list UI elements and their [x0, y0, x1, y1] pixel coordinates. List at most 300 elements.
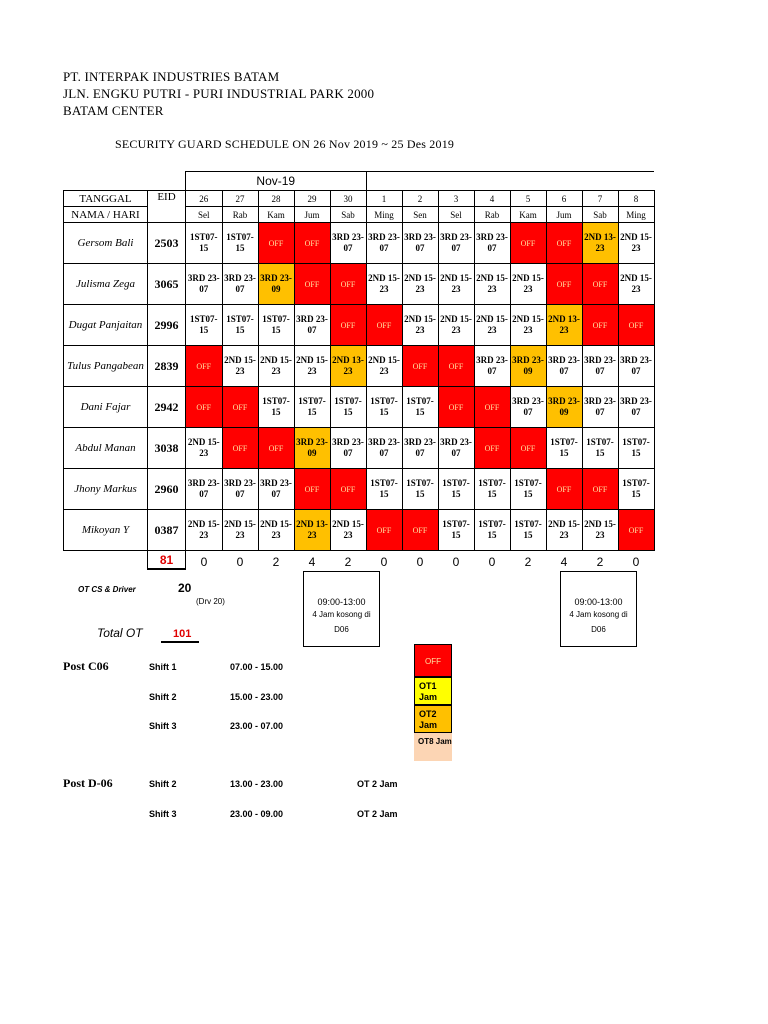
shift-cell: [546, 387, 582, 428]
guard-name: Jhony Markus: [64, 469, 148, 510]
shift-text: 3RD 23-07: [584, 355, 616, 376]
shift-text: OFF: [592, 320, 608, 330]
date-header: 28: [258, 191, 294, 207]
shift-cell: [222, 510, 258, 551]
shift-cell: [438, 223, 474, 264]
day-total: 0: [200, 555, 208, 569]
shift-cell: [510, 469, 546, 510]
note-box-left: [303, 571, 380, 647]
shift-text: 1ST07-15: [478, 478, 506, 499]
note-left-post: D06: [334, 625, 349, 634]
shift-cell: [582, 469, 618, 510]
shift-cell: [474, 510, 510, 551]
shift-cell: [258, 346, 294, 387]
shift-cell: [294, 428, 330, 469]
shift-cell: [258, 223, 294, 264]
date-header: 8: [618, 191, 654, 207]
day-header: Jum: [294, 207, 330, 223]
shift-cell: [546, 469, 582, 510]
shift-cell: [402, 428, 438, 469]
shift-text: 3RD 23-07: [368, 437, 400, 458]
shift-text: 2ND 15-23: [260, 355, 292, 376]
shift-cell: [582, 223, 618, 264]
company-city: BATAM CENTER: [63, 103, 164, 118]
shift-text: 1ST07-15: [370, 478, 398, 499]
shift-text: OFF: [484, 443, 500, 453]
shift-text: 1ST07-15: [442, 519, 470, 540]
shift-cell: [222, 223, 258, 264]
guard-eid: 2503: [148, 223, 186, 264]
total-ot-label: Total OT: [97, 626, 143, 640]
shift-cell: [510, 223, 546, 264]
date-header: 27: [222, 191, 258, 207]
day-header: Ming: [618, 207, 654, 223]
day-header: Kam: [258, 207, 294, 223]
day-total: 2: [524, 555, 532, 569]
schedule-title: SECURITY GUARD SCHEDULE ON 26 Nov 2019 ~ 25 Des 2019: [115, 137, 455, 151]
shift-text: 3RD 23-07: [332, 232, 364, 253]
day-total: 2: [272, 555, 280, 569]
d06-shift3-name: Shift 3: [149, 809, 177, 819]
shift-text: 2ND 15-23: [440, 314, 472, 335]
post-d06-label: Post D-06: [63, 776, 113, 790]
shift-text: 3RD 23-07: [368, 232, 400, 253]
shift-cell: [474, 387, 510, 428]
shift-cell: [330, 510, 366, 551]
table-row: [64, 264, 655, 305]
day-total: 0: [452, 555, 460, 569]
shift-text: 3RD 23-09: [548, 396, 580, 417]
shift-cell: [402, 469, 438, 510]
note-right-text: 4 Jam kosong di: [569, 610, 628, 619]
note-left-text: 4 Jam kosong di: [312, 610, 371, 619]
shift-cell: [474, 469, 510, 510]
shift-text: 2ND 15-23: [548, 519, 580, 540]
shift-text: 2ND 15-23: [404, 314, 436, 335]
shift-cell: [294, 510, 330, 551]
shift-text: 1ST07-15: [226, 232, 254, 253]
shift-cell: [510, 305, 546, 346]
shift-text: 3RD 23-07: [476, 232, 508, 253]
shift-text: 1ST07-15: [370, 396, 398, 417]
shift-cell: [366, 264, 402, 305]
shift-cell: [474, 223, 510, 264]
shift-text: OFF: [232, 402, 248, 412]
shift-cell: [186, 346, 223, 387]
shift-cell: [618, 428, 654, 469]
shift-cell: [618, 469, 654, 510]
shift-cell: [186, 428, 223, 469]
shift-cell: [438, 346, 474, 387]
shift-cell: [582, 510, 618, 551]
shift-text: 2ND 15-23: [332, 519, 364, 540]
shift-text: OFF: [340, 484, 356, 494]
shift-text: 2ND 15-23: [440, 273, 472, 294]
shift-text: OFF: [412, 525, 428, 535]
shift-cell: [366, 387, 402, 428]
nama-hari-header: NAMA / HARI: [64, 207, 148, 223]
date-header: 29: [294, 191, 330, 207]
shift-text: OFF: [196, 361, 212, 371]
day-total: 4: [560, 555, 568, 569]
shift-text: 2ND 15-23: [224, 519, 256, 540]
day-header: Sen: [402, 207, 438, 223]
shift-text: OFF: [628, 525, 644, 535]
shift-text: OFF: [304, 279, 320, 289]
shift-cell: [618, 264, 654, 305]
shift-cell: [510, 387, 546, 428]
shift-cell: [366, 346, 402, 387]
shift-text: OFF: [556, 484, 572, 494]
shift-text: 2ND 15-23: [584, 519, 616, 540]
shift-cell: [330, 428, 366, 469]
guard-name: Gersom Bali: [64, 223, 148, 264]
shift-text: 1ST07-15: [189, 232, 218, 253]
date-header: 5: [510, 191, 546, 207]
shift-text: OFF: [556, 279, 572, 289]
c06-shift3-time: 23.00 - 07.00: [230, 721, 284, 731]
day-header: Sel: [438, 207, 474, 223]
shift-text: 3RD 23-09: [512, 355, 544, 376]
total-eid: 81: [148, 551, 186, 570]
day-header: Kam: [510, 207, 546, 223]
table-row: [64, 428, 655, 469]
shift-cell: [474, 264, 510, 305]
guard-eid: 0387: [148, 510, 186, 551]
guard-name: Dani Fajar: [64, 387, 148, 428]
shift-cell: [546, 223, 582, 264]
shift-text: 3RD 23-09: [260, 273, 292, 294]
day-header: Ming: [366, 207, 402, 223]
shift-cell: [330, 346, 366, 387]
shift-cell: [258, 264, 294, 305]
shift-cell: [438, 510, 474, 551]
shift-text: 2ND 15-23: [404, 273, 436, 294]
c06-shift2-name: Shift 2: [149, 692, 177, 702]
guard-name: Tulus Pangabean: [64, 346, 148, 387]
shift-cell: [186, 510, 223, 551]
legend-off: OFF: [414, 644, 452, 677]
shift-cell: [546, 510, 582, 551]
shift-text: 3RD 23-07: [476, 355, 508, 376]
shift-cell: [582, 346, 618, 387]
date-header: 4: [474, 191, 510, 207]
shift-text: 3RD 23-07: [404, 232, 436, 253]
shift-text: 1ST07-15: [478, 519, 506, 540]
table-row: [64, 469, 655, 510]
shift-text: OFF: [232, 443, 248, 453]
shift-cell: [366, 428, 402, 469]
shift-text: OFF: [304, 484, 320, 494]
shift-cell: [186, 264, 223, 305]
shift-text: 2ND 13-23: [296, 519, 328, 540]
shift-text: OFF: [448, 361, 464, 371]
shift-text: 1ST07-15: [622, 437, 650, 458]
shift-text: 2ND 15-23: [296, 355, 328, 376]
guard-name: Abdul Manan: [64, 428, 148, 469]
shift-cell: [330, 223, 366, 264]
shift-text: 1ST07-15: [622, 478, 650, 499]
shift-text: 3RD 23-07: [296, 314, 328, 335]
shift-text: 1ST07-15: [226, 314, 254, 335]
shift-cell: [330, 387, 366, 428]
shift-text: 2ND 15-23: [476, 314, 508, 335]
guard-name: Mikoyan Y: [64, 510, 148, 551]
shift-cell: [510, 264, 546, 305]
d06-shift2-time: 13.00 - 23.00: [230, 779, 284, 789]
shift-cell: [438, 469, 474, 510]
shift-text: 1ST07-15: [442, 478, 470, 499]
shift-text: 2ND 13-23: [332, 355, 364, 376]
shift-text: 2ND 15-23: [476, 273, 508, 294]
shift-cell: [438, 305, 474, 346]
day-total: 0: [416, 555, 424, 569]
shift-cell: [222, 264, 258, 305]
shift-text: 3RD 23-07: [332, 437, 364, 458]
shift-cell: [402, 510, 438, 551]
shift-cell: [366, 510, 402, 551]
shift-text: 3RD 23-07: [620, 355, 652, 376]
shift-cell: [582, 264, 618, 305]
day-total: 0: [236, 555, 244, 569]
shift-cell: [618, 387, 654, 428]
shift-text: 3RD 23-09: [296, 437, 328, 458]
note-right-time: 09:00-13:00: [574, 597, 623, 607]
shift-cell: [258, 428, 294, 469]
shift-cell: [294, 264, 330, 305]
shift-cell: [510, 346, 546, 387]
shift-cell: [186, 469, 223, 510]
c06-shift2-time: 15.00 - 23.00: [230, 692, 284, 702]
guard-eid: 2996: [148, 305, 186, 346]
day-total: 4: [308, 555, 316, 569]
table-row: [64, 223, 655, 264]
c06-shift1-name: Shift 1: [149, 662, 177, 672]
shift-text: 1ST07-15: [514, 519, 542, 540]
shift-cell: [402, 223, 438, 264]
shift-text: 2ND 15-23: [620, 232, 652, 253]
day-total: 2: [344, 555, 352, 569]
shift-text: 2ND 15-23: [368, 273, 400, 294]
guard-name: Julisma Zega: [64, 264, 148, 305]
day-total: 0: [488, 555, 496, 569]
shift-text: OFF: [376, 320, 392, 330]
day-header: Rab: [222, 207, 258, 223]
shift-text: OFF: [556, 238, 572, 248]
shift-text: 2ND 15-23: [620, 273, 652, 294]
shift-cell: [222, 346, 258, 387]
shift-cell: [186, 387, 223, 428]
shift-cell: [546, 428, 582, 469]
shift-cell: [258, 305, 294, 346]
day-header: Sab: [582, 207, 618, 223]
ot-cs-driver-value: 20: [178, 581, 192, 595]
note-left-time: 09:00-13:00: [317, 597, 366, 607]
shift-text: 3RD 23-07: [224, 478, 256, 499]
day-header: Jum: [546, 207, 582, 223]
shift-text: 3RD 23-07: [584, 396, 616, 417]
shift-cell: [438, 264, 474, 305]
note-right-post: D06: [591, 625, 606, 634]
shift-text: 2ND 15-23: [260, 519, 292, 540]
shift-cell: [294, 223, 330, 264]
note-box-right: [560, 571, 637, 647]
shift-text: 2ND 13-23: [548, 314, 580, 335]
shift-cell: [510, 428, 546, 469]
legend-ot8: OT8 Jam: [414, 733, 452, 761]
shift-cell: [582, 387, 618, 428]
date-header: 7: [582, 191, 618, 207]
shift-text: 1ST07-15: [406, 396, 434, 417]
shift-cell: [618, 510, 654, 551]
shift-cell: [618, 305, 654, 346]
shift-text: 1ST07-15: [334, 396, 362, 417]
d06-shift2-name: Shift 2: [149, 779, 177, 789]
d06-shift3-time: 23.00 - 09.00: [230, 809, 284, 819]
total-ot-value: 101: [173, 628, 192, 640]
shift-text: OFF: [376, 525, 392, 535]
shift-cell: [402, 346, 438, 387]
shift-text: 2ND 15-23: [512, 273, 544, 294]
company-address: JLN. ENGKU PUTRI - PURI INDUSTRIAL PARK 2000: [63, 86, 375, 101]
shift-cell: [618, 223, 654, 264]
tanggal-header: TANGGAL: [64, 191, 148, 207]
shift-text: 3RD 23-07: [620, 396, 652, 417]
day-header: Sel: [186, 207, 223, 223]
c06-shift1-time: 07.00 - 15.00: [230, 662, 284, 672]
shift-text: OFF: [304, 238, 320, 248]
shift-cell: [366, 305, 402, 346]
shift-text: 3RD 23-07: [512, 396, 544, 417]
shift-text: OFF: [340, 320, 356, 330]
date-header: 6: [546, 191, 582, 207]
shift-cell: [474, 346, 510, 387]
schedule-table: [63, 171, 655, 570]
shift-cell: [582, 428, 618, 469]
shift-text: 1ST07-15: [586, 437, 614, 458]
legend-ot1: OT1 Jam: [414, 677, 452, 705]
shift-cell: [474, 428, 510, 469]
shift-text: OFF: [268, 238, 284, 248]
shift-text: OFF: [340, 279, 356, 289]
shift-cell: [474, 305, 510, 346]
shift-text: 2ND 15-23: [187, 437, 220, 458]
driver-note: (Drv 20): [196, 597, 225, 606]
shift-text: 3RD 23-07: [440, 232, 472, 253]
shift-text: 1ST07-15: [406, 478, 434, 499]
shift-text: 3RD 23-07: [440, 437, 472, 458]
table-row: [64, 387, 655, 428]
shift-text: 2ND 13-23: [584, 232, 616, 253]
ot-cs-driver-label: OT CS & Driver: [78, 585, 136, 594]
shift-cell: [546, 305, 582, 346]
shift-cell: [438, 387, 474, 428]
day-total: 0: [380, 555, 388, 569]
shift-cell: [330, 305, 366, 346]
table-row: [64, 346, 655, 387]
shift-cell: [546, 346, 582, 387]
shift-cell: [294, 346, 330, 387]
shift-cell: [402, 305, 438, 346]
day-total: 2: [596, 555, 604, 569]
shift-cell: [222, 387, 258, 428]
shift-cell: [222, 469, 258, 510]
shift-cell: [582, 305, 618, 346]
d06-shift3-ot: OT 2 Jam: [357, 809, 398, 819]
shift-text: OFF: [448, 402, 464, 412]
shift-cell: [186, 305, 223, 346]
shift-text: 3RD 23-07: [187, 478, 220, 499]
day-total: 0: [632, 555, 640, 569]
guard-eid: 2942: [148, 387, 186, 428]
shift-text: 1ST07-15: [189, 314, 218, 335]
total-ot-underline: [161, 641, 199, 643]
shift-cell: [366, 223, 402, 264]
shift-text: 2ND 15-23: [368, 355, 400, 376]
post-c06-label: Post C06: [63, 659, 109, 673]
c06-shift3-name: Shift 3: [149, 721, 177, 731]
shift-text: 1ST07-15: [262, 314, 290, 335]
shift-cell: [258, 387, 294, 428]
shift-cell: [186, 223, 223, 264]
shift-text: OFF: [520, 238, 536, 248]
shift-cell: [222, 428, 258, 469]
shift-text: 2ND 15-23: [187, 519, 220, 540]
guard-eid: 3038: [148, 428, 186, 469]
shift-text: OFF: [592, 484, 608, 494]
shift-text: 3RD 23-07: [224, 273, 256, 294]
date-header: 1: [366, 191, 402, 207]
shift-text: OFF: [484, 402, 500, 412]
shift-text: 1ST07-15: [514, 478, 542, 499]
table-row: [64, 510, 655, 551]
eid-header: EID: [148, 191, 186, 223]
shift-text: OFF: [592, 279, 608, 289]
shift-cell: [510, 510, 546, 551]
day-header: Rab: [474, 207, 510, 223]
shift-text: 3RD 23-07: [260, 478, 292, 499]
shift-text: 3RD 23-07: [187, 273, 220, 294]
month-label: Nov-19: [186, 172, 367, 191]
shift-cell: [402, 387, 438, 428]
guard-eid: 2839: [148, 346, 186, 387]
shift-text: 3RD 23-07: [404, 437, 436, 458]
shift-text: OFF: [196, 402, 212, 412]
shift-cell: [438, 428, 474, 469]
shift-cell: [618, 346, 654, 387]
shift-cell: [546, 264, 582, 305]
guard-eid: 2960: [148, 469, 186, 510]
company-name: PT. INTERPAK INDUSTRIES BATAM: [63, 69, 280, 84]
legend-ot2: OT2 Jam: [414, 705, 452, 733]
shift-text: 2ND 15-23: [512, 314, 544, 335]
shift-text: 1ST07-15: [550, 437, 578, 458]
table-row: [64, 305, 655, 346]
shift-text: 2ND 15-23: [224, 355, 256, 376]
shift-cell: [330, 264, 366, 305]
shift-cell: [330, 469, 366, 510]
shift-cell: [366, 469, 402, 510]
guard-eid: 3065: [148, 264, 186, 305]
shift-cell: [402, 264, 438, 305]
shift-text: OFF: [268, 443, 284, 453]
shift-text: OFF: [628, 320, 644, 330]
shift-cell: [258, 510, 294, 551]
shift-text: OFF: [412, 361, 428, 371]
shift-text: OFF: [520, 443, 536, 453]
shift-text: 3RD 23-07: [548, 355, 580, 376]
shift-cell: [294, 469, 330, 510]
